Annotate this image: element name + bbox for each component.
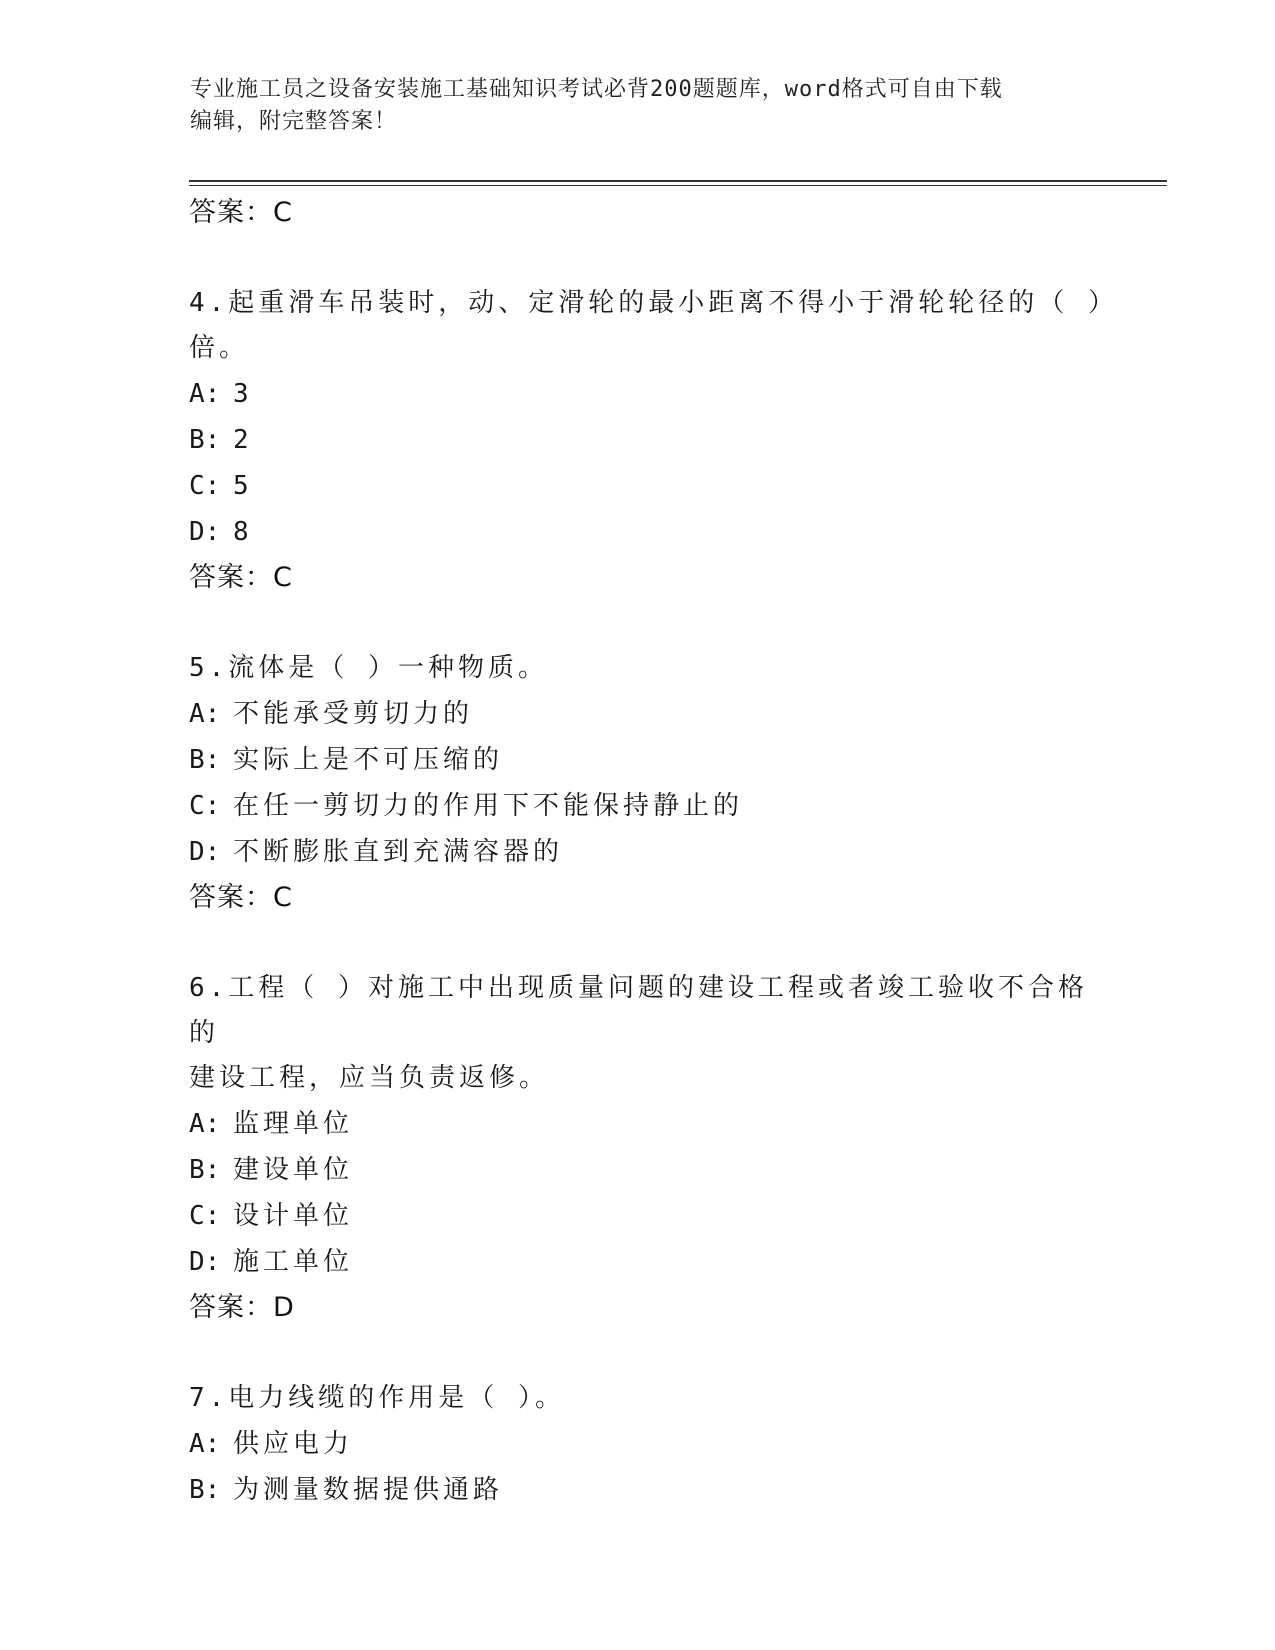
document-header xyxy=(190,74,1090,138)
answer-value: C xyxy=(273,882,293,913)
question-text-line: 7.电力线缆的作用是（ ）。 xyxy=(189,1383,565,1413)
question-stem xyxy=(189,1376,1109,1421)
question-block xyxy=(189,646,1109,921)
question-stem xyxy=(189,646,1109,691)
option-d xyxy=(189,829,1109,875)
option-text: 监理单位 xyxy=(233,1109,354,1139)
question-spacer xyxy=(189,1331,1109,1376)
option-text: 在任一剪切力的作用下不能保持静止的 xyxy=(233,791,744,821)
question-block xyxy=(189,281,1118,601)
question-stem xyxy=(189,281,1118,371)
question-text-line: 4.起重滑车吊装时，动、定滑轮的最小距离不得小于滑轮轮径的（ ） xyxy=(189,288,1118,318)
option-key: A: xyxy=(189,1429,221,1459)
option-key: C: xyxy=(189,1201,221,1231)
option-text: 不断膨胀直到充满容器的 xyxy=(233,837,564,867)
question-block xyxy=(189,1376,1109,1513)
option-a xyxy=(189,1101,1109,1147)
option-b xyxy=(189,1147,1109,1193)
option-c xyxy=(189,463,1109,509)
option-text: 实际上是不可压缩的 xyxy=(233,745,504,775)
question-spacer xyxy=(189,601,1109,646)
question-spacer xyxy=(189,921,1109,966)
option-key: A: xyxy=(189,699,221,729)
option-text: 3 xyxy=(233,379,253,409)
answer-line xyxy=(189,190,1109,236)
option-text: 设计单位 xyxy=(233,1201,354,1231)
option-d xyxy=(189,509,1109,555)
answer-prefix: 答案： xyxy=(189,562,273,593)
question-stem xyxy=(189,966,1109,1101)
option-text: 不能承受剪切力的 xyxy=(233,699,474,729)
answer-value: D xyxy=(273,1292,295,1323)
option-b xyxy=(189,1467,1109,1513)
option-c xyxy=(189,783,1109,829)
option-b xyxy=(189,737,1109,783)
option-a xyxy=(189,371,1109,417)
option-key: D: xyxy=(189,1247,221,1277)
header-rule-thin xyxy=(189,185,1167,186)
answer-prefix: 答案： xyxy=(189,882,273,913)
option-text: 建设单位 xyxy=(233,1155,354,1185)
option-key: C: xyxy=(189,791,221,821)
header-line-1: 专业施工员之设备安装施工基础知识考试必背200题题库，word格式可自由下载 xyxy=(190,77,1003,102)
question-spacer xyxy=(189,236,1109,281)
option-key: C: xyxy=(189,471,221,501)
option-text: 5 xyxy=(233,471,253,501)
question-text-line: 6.工程（ ）对施工中出现质量问题的建设工程或者竣工验收不合格的 xyxy=(189,973,1088,1048)
option-key: A: xyxy=(189,1109,221,1139)
option-text: 2 xyxy=(233,425,253,455)
option-a xyxy=(189,1421,1109,1467)
option-key: D: xyxy=(189,837,221,867)
question-block xyxy=(189,966,1109,1331)
option-key: B: xyxy=(189,425,221,455)
option-text: 施工单位 xyxy=(233,1247,354,1277)
option-key: A: xyxy=(189,379,221,409)
answer-line xyxy=(189,1285,1109,1331)
option-text: 为测量数据提供通路 xyxy=(233,1475,504,1505)
answer-line xyxy=(189,875,1109,921)
option-key: B: xyxy=(189,1475,221,1505)
option-key: B: xyxy=(189,1155,221,1185)
header-rule-thick xyxy=(189,180,1167,182)
question-text-line: 5.流体是（ ）一种物质。 xyxy=(189,653,548,683)
option-a xyxy=(189,691,1109,737)
answer-prefix: 答案： xyxy=(189,1292,273,1323)
header-line-2: 编辑，附完整答案！ xyxy=(190,109,398,134)
question-text-line: 建设工程，应当负责返修。 xyxy=(189,1063,550,1093)
option-key: B: xyxy=(189,745,221,775)
question-text-line: 倍。 xyxy=(189,333,250,363)
option-c xyxy=(189,1193,1109,1239)
option-b xyxy=(189,417,1109,463)
answer-value: C xyxy=(273,197,293,228)
answer-prefix: 答案： xyxy=(189,197,273,228)
question-list xyxy=(189,190,1118,1513)
option-d xyxy=(189,1239,1109,1285)
option-key: D: xyxy=(189,517,221,547)
option-text: 供应电力 xyxy=(233,1429,354,1459)
answer-line xyxy=(189,555,1109,601)
option-text: 8 xyxy=(233,517,253,547)
answer-value: C xyxy=(273,562,293,593)
